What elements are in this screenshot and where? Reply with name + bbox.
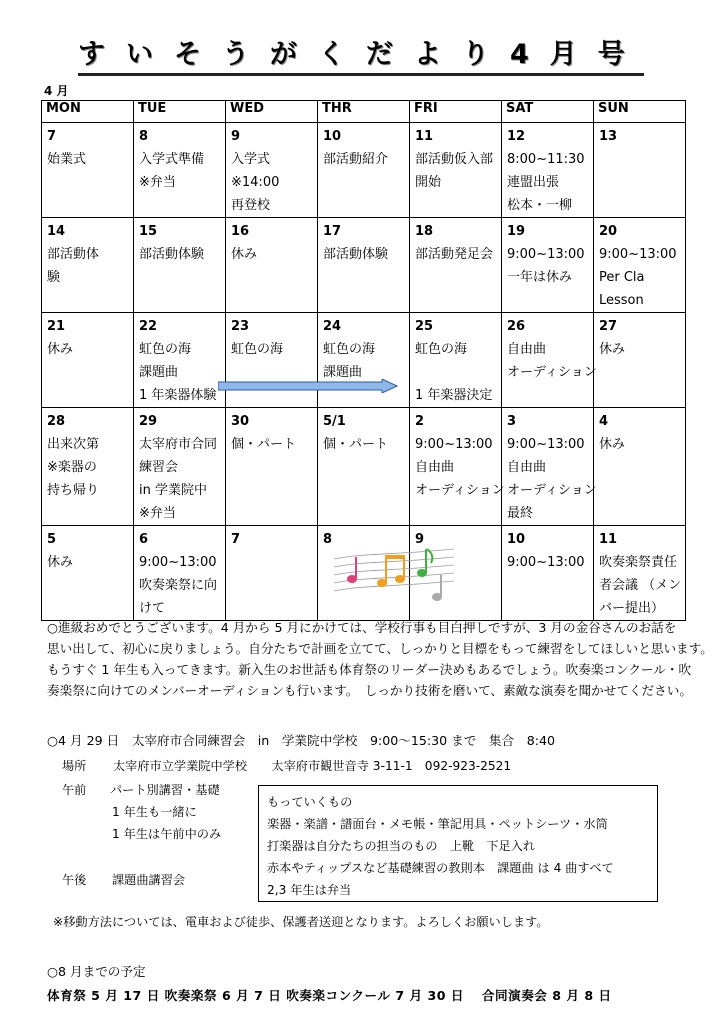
day-cell	[226, 218, 318, 313]
day-entry: 部活動体験	[323, 247, 389, 262]
day-cell	[318, 218, 410, 313]
day-entry: 部活動仮入部	[415, 152, 494, 167]
day-entry: 入学式	[231, 152, 271, 167]
pm-label: 午後	[62, 873, 87, 887]
day-entry: 課題曲	[323, 365, 363, 380]
day-cell	[42, 408, 134, 526]
day-entry: ※弁当	[139, 506, 176, 521]
week-row	[42, 313, 686, 408]
day-entry: 吹奏楽祭に向	[139, 578, 218, 593]
schedule-heading: ○8 月までの予定	[47, 964, 146, 979]
day-cell	[410, 123, 502, 218]
day-entry: 太宰府市合同	[139, 437, 218, 452]
day-cell	[502, 123, 594, 218]
intro-message	[47, 617, 713, 701]
day-entry: 出来次第	[47, 437, 100, 452]
day-entry: Per Cla	[599, 270, 645, 285]
day-entry: 吹奏楽祭責任	[599, 555, 678, 570]
day-cell	[134, 526, 226, 621]
day-entry: 9:00~13:00	[507, 555, 585, 570]
transport-note: ※移動方法については、電車および徒歩、保護者送迎となります。よろしくお願いします。	[53, 915, 549, 929]
day-entry: 再登校	[231, 198, 271, 213]
day-number: 3	[507, 414, 517, 429]
intro-line: 奏楽祭に向けてのメンバーオーディションも行います。 しっかり技術を磨いて、素敵な演奏を聞かせてください。	[47, 683, 692, 698]
day-number: 18	[415, 224, 434, 239]
day-entry: 者会議 （メン	[599, 578, 682, 593]
day-cell	[42, 123, 134, 218]
day-entry: 部活動紹介	[323, 152, 389, 167]
day-entry: 虹色の海	[323, 342, 376, 357]
am-line: パート別講習・基礎	[110, 783, 220, 797]
bring-line: 赤本やティップスなど基礎練習の教則本 課題曲 は 4 曲すべて	[267, 861, 614, 875]
day-entry: 9:00~13:00	[599, 247, 677, 262]
day-entry: 休み	[47, 342, 74, 357]
day-entry: オーディション	[507, 483, 597, 498]
weekday-header: FRI	[410, 101, 502, 123]
day-number: 10	[507, 532, 526, 547]
music-notes-icon	[334, 545, 454, 611]
day-entry: 1 年楽器決定	[415, 388, 493, 403]
day-cell	[42, 218, 134, 313]
day-number: 17	[323, 224, 342, 239]
bring-line: もっていくもの	[267, 795, 353, 809]
day-entry: けて	[139, 601, 166, 616]
day-entry: 験	[47, 270, 61, 285]
day-cell	[502, 313, 597, 408]
day-cell	[134, 313, 226, 408]
day-entry: 部活動体験	[139, 247, 205, 262]
week-row	[42, 123, 686, 218]
week-row	[42, 408, 686, 526]
day-entry: 自由曲	[507, 342, 547, 357]
day-cell	[42, 526, 134, 621]
day-number: 20	[599, 224, 618, 239]
weekday-header: WED	[226, 101, 318, 123]
day-cell	[410, 313, 502, 408]
day-number: 25	[415, 319, 434, 334]
place-label: 場所	[62, 759, 87, 773]
day-entry: オーディション	[415, 483, 505, 498]
am-line: 1 年生は午前中のみ	[112, 827, 222, 841]
bring-line: 打楽器は自分たちの担当のもの 上靴 下足入れ	[267, 839, 536, 853]
day-number: 27	[599, 319, 618, 334]
day-entry: 自由曲	[507, 460, 547, 475]
day-cell	[226, 313, 318, 408]
day-entry: Lesson	[599, 293, 644, 308]
day-number: 4	[599, 414, 609, 429]
day-entry: 9:00~13:00	[507, 247, 585, 262]
day-entry: 連盟出張	[507, 175, 560, 190]
day-entry: 自由曲	[415, 460, 455, 475]
day-cell	[410, 218, 502, 313]
day-cell	[226, 123, 318, 218]
day-number: 21	[47, 319, 66, 334]
am-line: 1 年生も一緒に	[112, 805, 197, 819]
day-entry: 個・パート	[323, 437, 389, 452]
day-cell	[502, 408, 597, 526]
day-number: 2	[415, 414, 425, 429]
day-entry: 休み	[231, 247, 258, 262]
day-number: 7	[47, 129, 57, 144]
day-entry: 始業式	[47, 152, 87, 167]
day-cell	[594, 526, 686, 621]
day-cell	[42, 313, 134, 408]
page-title: すいそうがくだより4月号	[78, 39, 646, 70]
day-number: 28	[47, 414, 66, 429]
day-number: 23	[231, 319, 250, 334]
day-entry: 虹色の海	[415, 342, 468, 357]
day-entry: 入学式準備	[139, 152, 205, 167]
weekday-header: SUN	[594, 101, 686, 123]
bring-line: 楽器・楽譜・譜面台・メモ帳・筆記用具・ペットシーツ・水筒	[267, 817, 608, 831]
schedule-list: 体育祭 5 月 17 日 吹奏楽祭 6 月 7 日 吹奏楽コンクール 7 月 30 日 合同演奏会 8 月 8 日	[47, 988, 612, 1003]
day-number: 5	[47, 532, 57, 547]
weekday-header: MON	[42, 101, 134, 123]
day-cell	[318, 123, 410, 218]
day-entry: 休み	[599, 437, 626, 452]
day-entry: 9:00~13:00	[415, 437, 493, 452]
day-number: 6	[139, 532, 149, 547]
intro-line: 思い出して、初心に戻りましょう。自分たちで計画を立てて、しっかりと目標をもって練習をしてほしいと思います。	[47, 641, 713, 656]
day-number: 9	[415, 532, 425, 547]
day-number: 5/1	[323, 414, 346, 429]
pm-value: 課題曲講習会	[112, 873, 186, 887]
bring-items-box	[258, 785, 658, 902]
day-entry: 虹色の海	[139, 342, 192, 357]
day-cell	[134, 218, 226, 313]
arrow-icon	[218, 379, 398, 393]
day-cell	[502, 526, 594, 621]
day-cell	[502, 218, 594, 313]
day-entry: 最終	[507, 506, 534, 521]
day-cell	[134, 123, 226, 218]
event-heading: ○4 月 29 日 太宰府市合同練習会 in 学業院中学校 9:00～15:30 まで 集合 8:40	[47, 733, 555, 748]
place-value: 太宰府市立学業院中学校 太宰府市観世音寺 3-11-1 092-923-2521	[113, 759, 512, 773]
intro-line: ○進級おめでとうございます。4 月から 5 月にかけては、学校行事も目白押しですが、3 月の金谷さんのお話を	[47, 620, 677, 635]
weekday-header: THR	[318, 101, 410, 123]
title-underline	[78, 73, 644, 76]
day-number: 8	[323, 532, 333, 547]
day-cell	[134, 408, 226, 526]
day-entry: 個・パート	[231, 437, 297, 452]
day-entry: 休み	[47, 555, 74, 570]
day-number: 22	[139, 319, 158, 334]
day-number: 12	[507, 129, 526, 144]
day-entry: ※14:00	[231, 175, 280, 190]
day-number: 10	[323, 129, 342, 144]
day-entry: オーディション	[507, 365, 597, 380]
month-label: 4 月	[44, 84, 69, 98]
week-row	[42, 218, 686, 313]
day-entry: 9:00~13:00	[507, 437, 585, 452]
day-number: 13	[599, 129, 618, 144]
day-entry: 一年は休み	[507, 270, 573, 285]
weekday-header-row	[42, 101, 686, 123]
day-entry: 松本・一柳	[507, 198, 573, 213]
day-cell	[594, 313, 686, 408]
day-cell	[594, 408, 686, 526]
am-label: 午前	[62, 783, 87, 797]
weekday-header: TUE	[134, 101, 226, 123]
day-entry: 9:00~13:00	[139, 555, 217, 570]
day-entry: 部活動体	[47, 247, 100, 262]
day-cell	[226, 526, 318, 621]
day-cell	[226, 408, 318, 526]
day-number: 29	[139, 414, 158, 429]
intro-line: もうすぐ 1 年生も入ってきます。新入生のお世話も体育祭のリーダー決めもあるでしょう。吹奏楽コンクール・吹	[47, 662, 692, 677]
bring-line: 2,3 年生は弁当	[267, 883, 352, 897]
day-entry: ※楽器の	[47, 460, 97, 475]
day-number: 14	[47, 224, 66, 239]
day-number: 16	[231, 224, 250, 239]
day-entry: in 学業院中	[139, 483, 207, 498]
day-entry: 開始	[415, 175, 442, 190]
calendar-table	[41, 100, 686, 621]
day-entry: 課題曲	[139, 365, 179, 380]
day-cell	[594, 218, 686, 313]
weekday-header: SAT	[502, 101, 594, 123]
day-entry: 1 年楽器体験	[139, 388, 217, 403]
day-cell	[410, 408, 505, 526]
day-entry: ※弁当	[139, 175, 176, 190]
day-number: 24	[323, 319, 342, 334]
day-number: 26	[507, 319, 526, 334]
day-entry: 部活動発足会	[415, 247, 494, 262]
day-entry: 8:00~11:30	[507, 152, 585, 167]
day-entry: 休み	[599, 342, 626, 357]
day-number: 15	[139, 224, 158, 239]
day-number: 7	[231, 532, 241, 547]
day-number: 8	[139, 129, 149, 144]
day-number: 30	[231, 414, 250, 429]
day-number: 9	[231, 129, 241, 144]
day-number: 19	[507, 224, 526, 239]
day-entry: 練習会	[139, 460, 179, 475]
day-cell	[594, 123, 686, 218]
day-cell	[318, 408, 410, 526]
day-number: 11	[599, 532, 618, 547]
day-entry: バー提出）	[599, 601, 665, 616]
day-number: 11	[415, 129, 434, 144]
day-entry	[415, 361, 497, 384]
day-entry: 虹色の海	[231, 342, 284, 357]
day-entry: 持ち帰り	[47, 483, 100, 498]
day-cell	[318, 313, 410, 408]
